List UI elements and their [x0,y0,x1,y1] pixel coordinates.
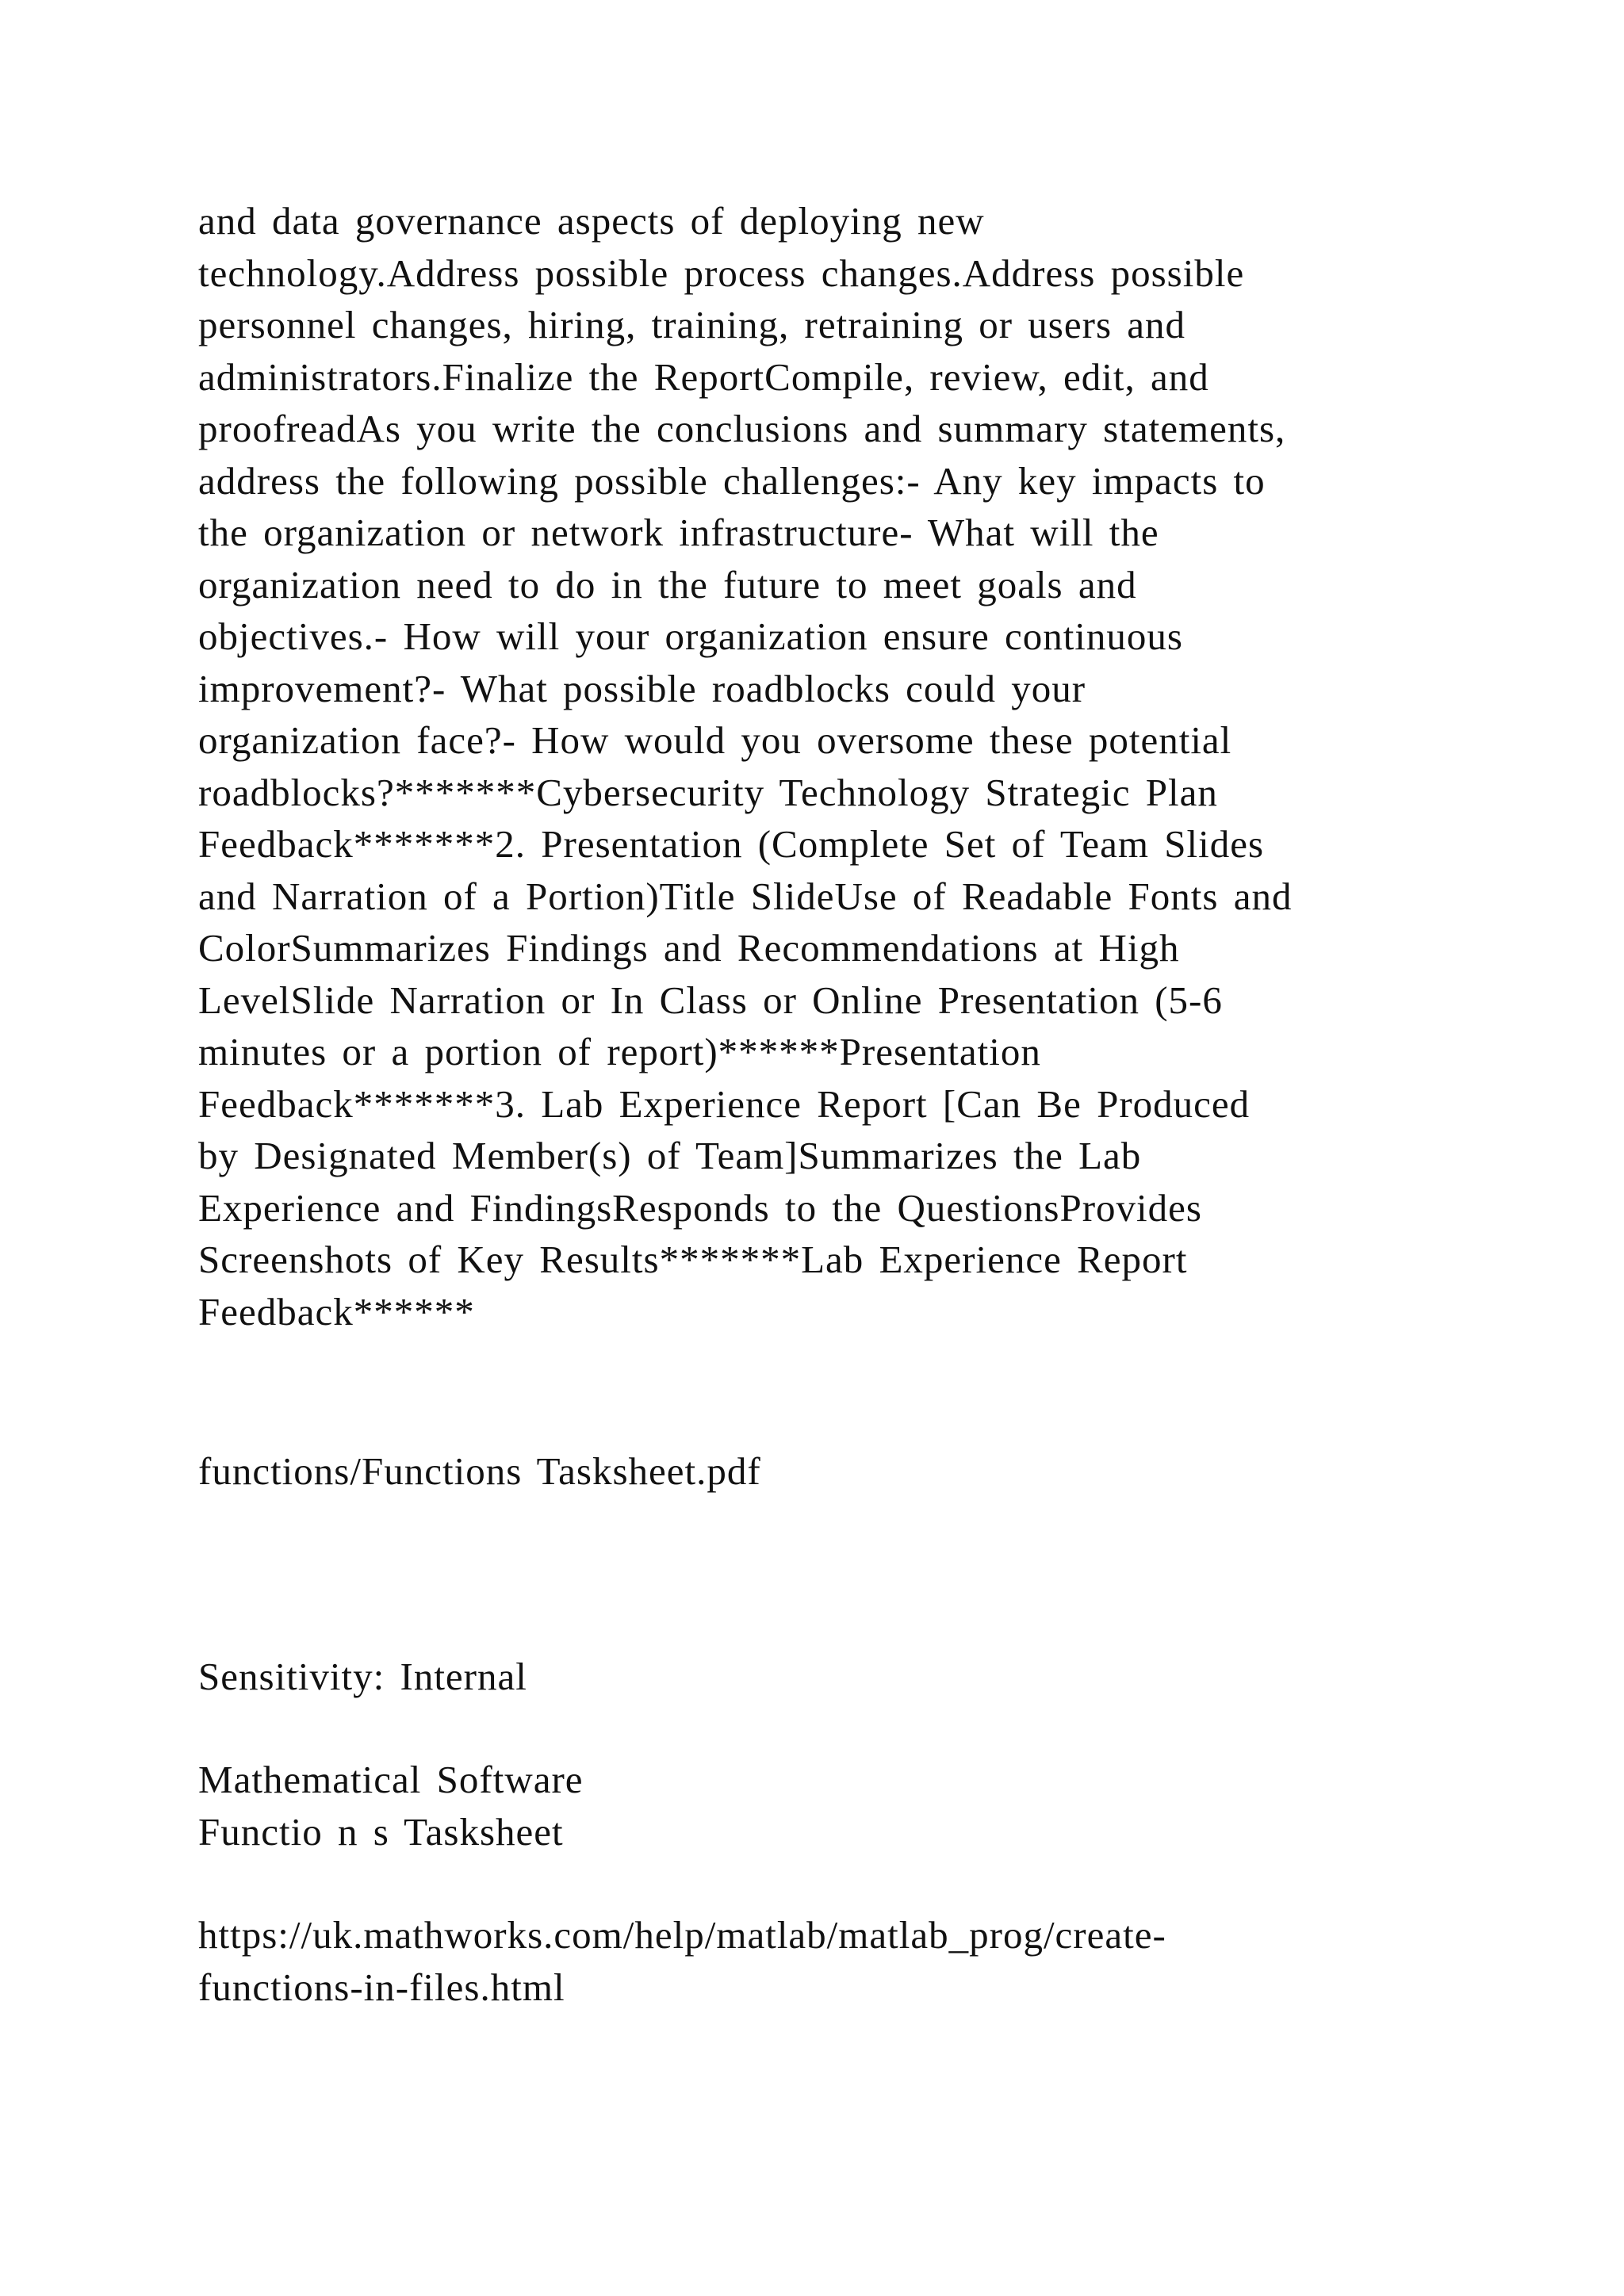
file-path-text: functions/Functions Tasksheet.pdf [198,1449,761,1493]
body-line: Feedback*******2. Presentation (Complete Set of Team Slides [198,822,1265,866]
body-line: organization need to do in the future to meet goals and [198,562,1137,607]
body-line: and Narration of a Portion)Title SlideUse of Readable Fonts and [198,874,1293,918]
document-title [198,1754,1562,1858]
body-text [198,195,1562,1337]
body-line: by Designated Member(s) of Team]Summarizes the Lab [198,1134,1142,1177]
body-line: organization face?- How would you oversome these potential [198,718,1232,762]
sensitivity-text: Sensitivity: Internal [198,1655,527,1698]
body-line: technology.Address possible process changes.Address possible [198,251,1245,295]
body-line: administrators.Finalize the ReportCompile, review, edit, and [198,354,1209,399]
body-line: Experience and FindingsResponds to the QuestionsProvides [198,1185,1202,1230]
title-line: Mathematical Software [198,1758,584,1801]
body-line: the organization or network infrastructure- What will the [198,511,1159,554]
body-line: ColorSummarizes Findings and Recommendations at High [198,926,1180,970]
body-line: roadblocks?*******Cybersecurity Technology Strategic Plan [198,770,1218,814]
url-line: https://uk.mathworks.com/help/matlab/matlab_prog/create- [198,1913,1166,1957]
body-line: address the following possible challenges:- Any key impacts to [198,458,1266,503]
url-line: functions-in-files.html [198,1965,565,2009]
file-path-heading [198,1445,1562,1498]
body-line: personnel changes, hiring, training, retraining or users and [198,303,1186,346]
body-line: improvement?- What possible roadblocks could your [198,666,1086,710]
body-line: LevelSlide Narration or In Class or Online Presentation (5-6 [198,978,1223,1022]
body-line: proofreadAs you write the conclusions and summary statements, [198,407,1286,450]
sensitivity-label [198,1651,1562,1703]
body-line: minutes or a portion of report)******Presentation [198,1030,1041,1073]
body-line: objectives.- How will your organization ensure continuous [198,614,1183,658]
body-line: Screenshots of Key Results*******Lab Experience Report [198,1238,1188,1281]
body-line: Feedback*******3. Lab Experience Report [Can Be Produced [198,1081,1251,1126]
body-line: Feedback****** [198,1289,475,1334]
body-line: and data governance aspects of deploying new [198,199,985,243]
title-line: Functio n s Tasksheet [198,1809,564,1854]
reference-url [198,1909,1562,2013]
